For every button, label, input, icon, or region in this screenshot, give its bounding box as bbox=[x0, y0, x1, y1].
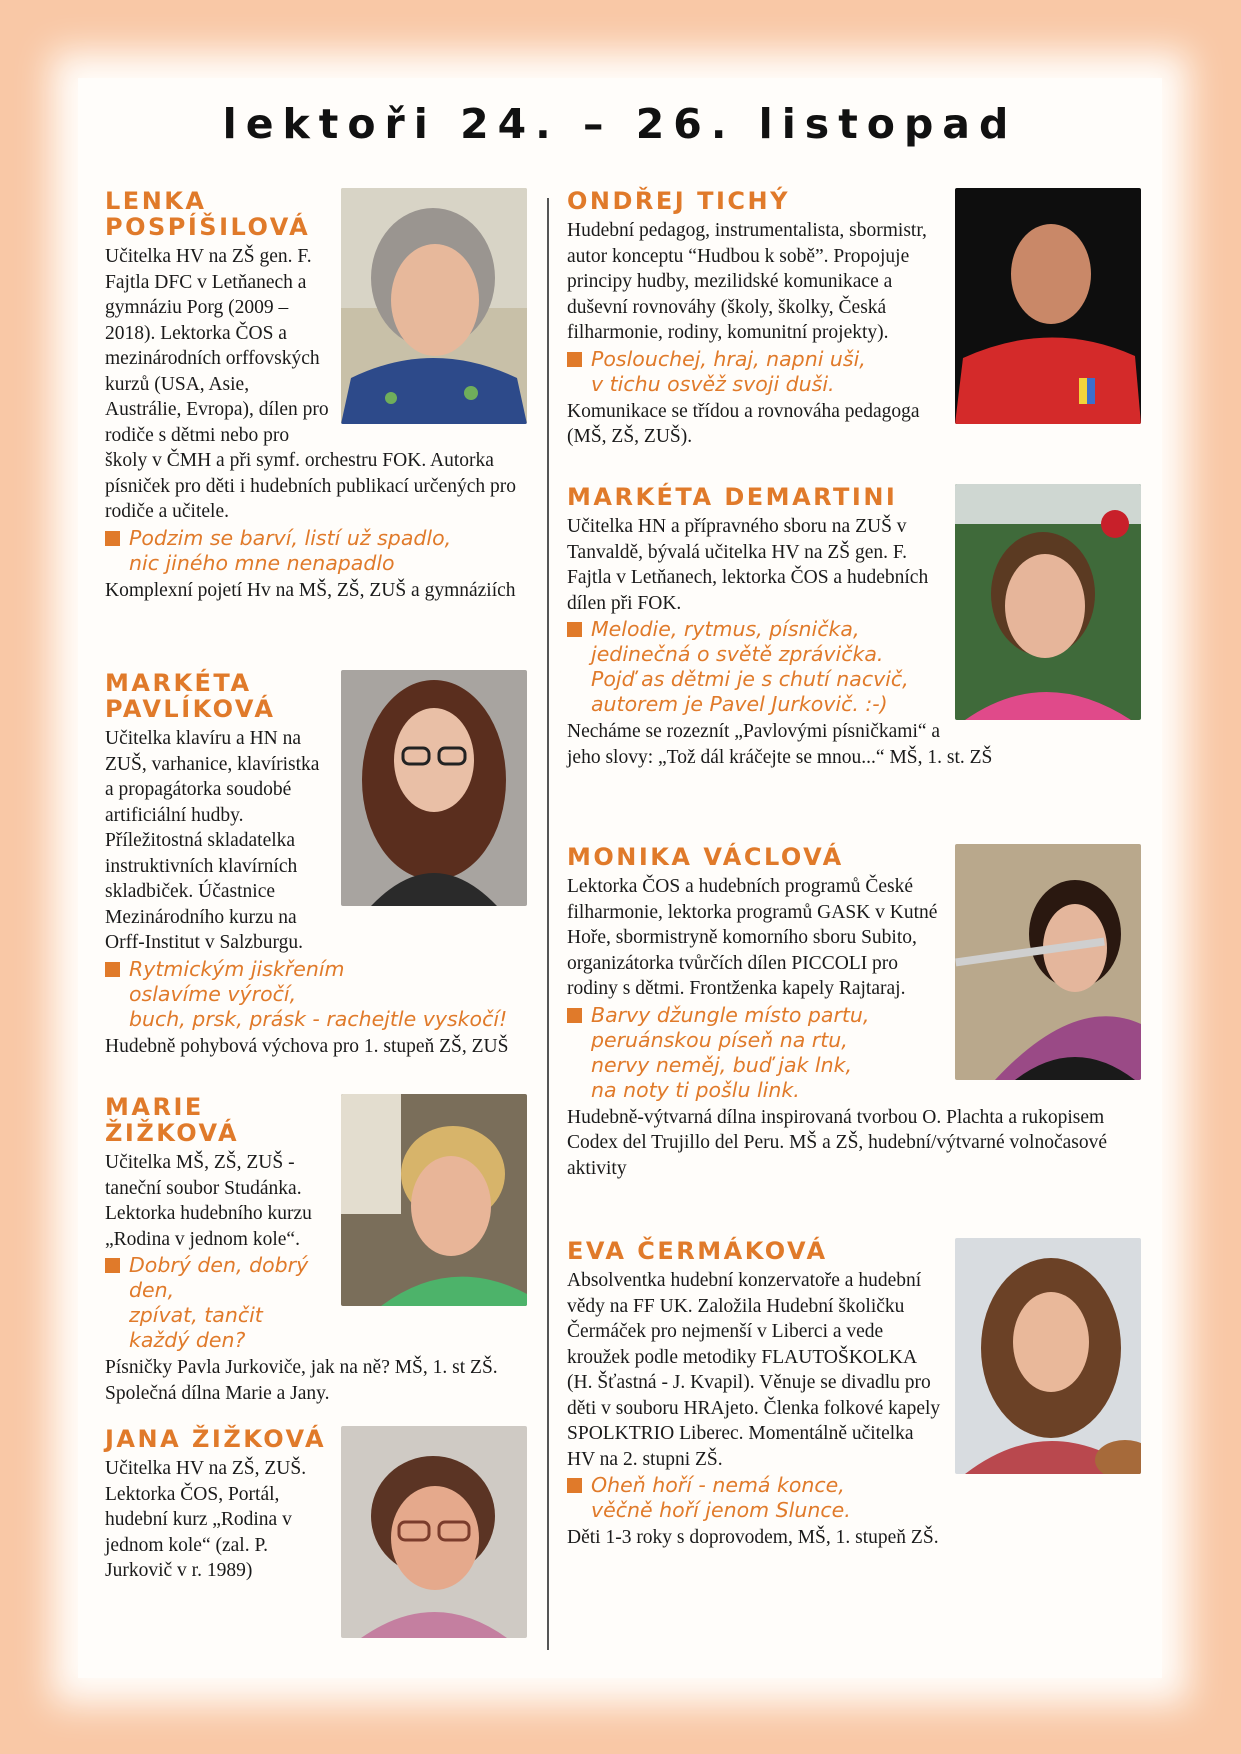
lector-workshop: Komunikace se třídou a rovnováha pedagoga (MŠ, ZŠ, ZUŠ). bbox=[567, 400, 920, 447]
bullet-square-icon bbox=[567, 622, 582, 637]
lector-name: MONIKA VÁCLOVÁ bbox=[567, 843, 844, 871]
bullet-square-icon bbox=[105, 962, 120, 977]
lector-card bbox=[105, 1094, 527, 1412]
lector-name: MARIE ŽIŽKOVÁ bbox=[105, 1093, 240, 1147]
page-sheet bbox=[78, 78, 1162, 1678]
lector-bio: Hudební pedagog, instrumentalista, sbormistr, autor konceptu “Hudbou k sobě”. Propojuje principy hudby, mezilidské komunikace a duševní rovnováhy (školy, školky, Česká filharmonie, rodiny, komunitní projekty). bbox=[567, 220, 927, 343]
portrait-photo bbox=[341, 670, 527, 906]
page-title: lektoři 24. – 26. listopad bbox=[222, 100, 1018, 148]
lector-card bbox=[567, 484, 1141, 830]
lector-bio: Učitelka HV na ZŠ, ZUŠ. Lektorka ČOS, Portál, hudební kurz „Rodina v jednom kole“ (zal. P. Jurkovič v r. 1989) bbox=[105, 1458, 307, 1581]
lector-motto: Rytmickým jiskřením oslavíme výročí, buch, prsk, prásk - rachejtle vyskočí! bbox=[105, 957, 527, 1032]
bullet-square-icon bbox=[567, 352, 582, 367]
lector-name: ONDŘEJ TICHÝ bbox=[567, 187, 790, 215]
lector-workshop: Hudebně pohybová výchova pro 1. stupeň ZŠ, ZUŠ bbox=[105, 1035, 509, 1057]
lector-motto: Oheň hoří - nemá konce, věčně hoří jenom Slunce. bbox=[567, 1473, 943, 1523]
lector-workshop: Necháme se rozeznít „Pavlovými písničkami“ a jeho slovy: „Tož dál kráčejte se mnou...“ MŠ, 1. st. ZŠ bbox=[567, 721, 993, 768]
bullet-square-icon bbox=[105, 531, 120, 546]
lector-bio: Učitelka HN a přípravného sboru na ZUŠ v Tanvaldě, bývalá učitelka HV na ZŠ gen. F. Fajtla v Letňanech, lektorka ČOS a hudebních dílen při FOK. bbox=[567, 516, 929, 614]
lector-workshop: Komplexní pojetí Hv na MŠ, ZŠ, ZUŠ a gymnáziích bbox=[105, 579, 516, 601]
lector-bio: Lektorka ČOS a hudebních programů České filharmonie, lektorka programů GASK v Kutné Hoře, sbormistryně komorního sboru Subito, organizátorka tvůrčích dílen PICCOLI pro rodiny s dětmi. Frontženka kapely Rajtaraj. bbox=[567, 876, 938, 999]
portrait-photo bbox=[341, 1426, 527, 1638]
column-divider bbox=[547, 198, 549, 1650]
lector-card bbox=[567, 188, 1141, 470]
portrait-photo bbox=[955, 484, 1141, 720]
lector-card bbox=[567, 1238, 1141, 1551]
lector-name: MARKÉTA PAVLÍKOVÁ bbox=[105, 669, 276, 723]
lector-workshop: Hudebně-výtvarná dílna inspirovaná tvorbou O. Plachta a rukopisem Codex del Trujillo del Peru. MŠ a ZŠ, hudební/výtvarné volnočasové aktivity bbox=[567, 1106, 1107, 1179]
lector-name: EVA ČERMÁKOVÁ bbox=[567, 1237, 828, 1265]
lector-motto: Poslouchej, hraj, napni uši, v tichu osvěž svoji duši. bbox=[567, 347, 943, 397]
right-column bbox=[567, 188, 1141, 1551]
lector-card bbox=[105, 670, 527, 1080]
bullet-square-icon bbox=[567, 1008, 582, 1023]
lector-card bbox=[105, 188, 527, 656]
lector-name: JANA ŽIŽKOVÁ bbox=[105, 1425, 327, 1453]
lector-motto: Melodie, rytmus, písnička, jedinečná o světě zprávička. Pojď as dětmi je s chutí nacvič, autorem je Pavel Jurkovič. :-) bbox=[567, 617, 943, 717]
lector-motto: Barvy džungle místo partu, peruánskou píseň na rtu, nervy neměj, buď jak lnk, na noty ti pošlu link. bbox=[567, 1003, 943, 1103]
lector-name: LENKA POSPÍŠILOVÁ bbox=[105, 187, 311, 241]
lector-bio: Absolventka hudební konzervatoře a hudební vědy na FF UK. Založila Hudební školičku Čermáček pro nejmenší v Liberci a vede kroužek podle metodiky FLAUTOŠKOLKA (H. Šťastná - J. Kvapil). Věnuje se divadlu pro děti v souboru HRAjeto. Členka folkové kapely SPOLKTRIO Liberec. Momentálně učitelka HV na 2. stupni ZŠ. bbox=[567, 1270, 941, 1470]
lector-name: MARKÉTA DEMARTINI bbox=[567, 483, 898, 511]
portrait-photo bbox=[955, 844, 1141, 1080]
lector-bio: Učitelka klavíru a HN na ZUŠ, varhanice, klavíristka a propagátorka soudobé artificiální hudby. Příležitostná skladatelka instruktivních klavírních skladbiček. Účastnice Mezinárodního kurzu na Orff-Institut v Salzburgu. bbox=[105, 728, 320, 953]
lector-card bbox=[567, 844, 1141, 1224]
portrait-photo bbox=[955, 188, 1141, 424]
lector-motto: Podzim se barví, listí už spadlo, nic jiného mne nenapadlo bbox=[105, 526, 527, 576]
portrait-photo bbox=[341, 188, 527, 424]
lector-workshop: Písničky Pavla Jurkoviče, jak na ně? MŠ, 1. st ZŠ. Společná dílna Marie a Jany. bbox=[105, 1357, 498, 1404]
lector-bio: Učitelka MŠ, ZŠ, ZUŠ - taneční soubor Studánka. Lektorka hudebního kurzu „Rodina v jednom kole“. bbox=[105, 1152, 312, 1250]
lector-card bbox=[105, 1426, 527, 1584]
bullet-square-icon bbox=[567, 1478, 582, 1493]
portrait-photo bbox=[341, 1094, 527, 1306]
lector-bio: Učitelka HV na ZŠ gen. F. Fajtla DFC v Letňanech a gymnáziu Porg (2009 – 2018). Lektorka ČOS a mezinárodních orffovských kurzů (USA, Asie, Austrálie, Evropa), dílen pro rodiče s dětmi nebo pro školy v ČMH a při symf. orchestru FOK. Autorka písniček pro děti i hudebních publikací určených pro rodiče a učitele. bbox=[105, 246, 517, 522]
bullet-square-icon bbox=[105, 1258, 120, 1273]
portrait-photo bbox=[955, 1238, 1141, 1474]
lector-workshop: Děti 1-3 roky s doprovodem, MŠ, 1. stupeň ZŠ. bbox=[567, 1527, 939, 1548]
lector-motto: Dobrý den, dobrý den, zpívat, tančit každý den? bbox=[105, 1253, 329, 1353]
left-column bbox=[105, 188, 527, 1640]
